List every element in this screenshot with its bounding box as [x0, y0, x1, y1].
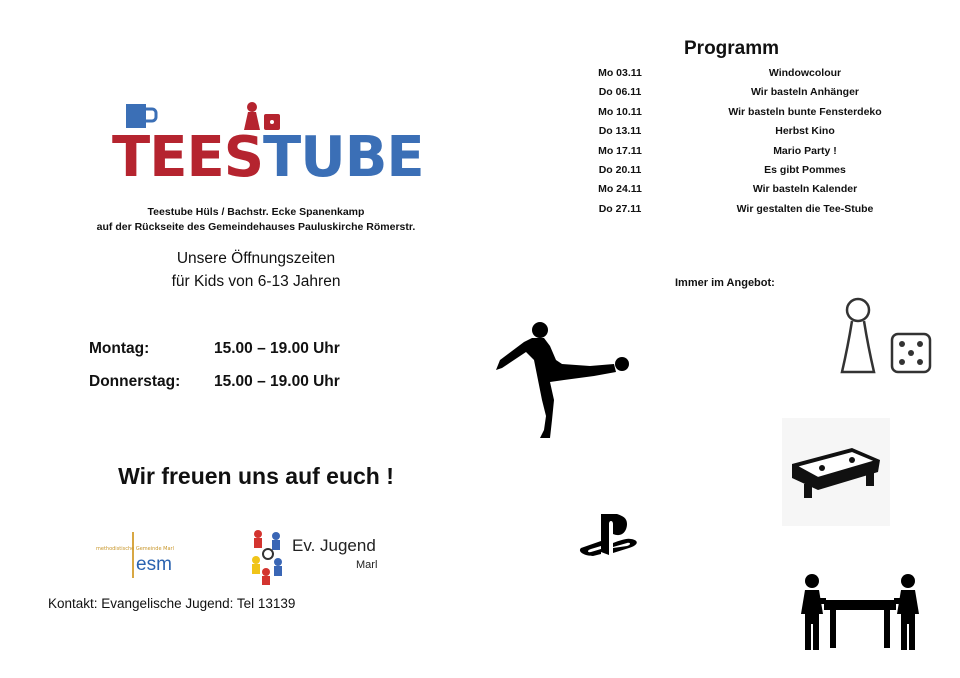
esm-logo	[96, 532, 196, 582]
ev-jugend-title: Ev. Jugend	[292, 536, 376, 555]
programm-event: Mario Party !	[773, 144, 837, 157]
welcome-text: Wir freuen uns auf euch !	[118, 463, 394, 489]
programm-row	[570, 106, 930, 125]
foosball-icon	[796, 572, 926, 652]
programm-row	[570, 183, 930, 202]
game-pawn-icon	[838, 296, 934, 378]
programm-event: Wir basteln Anhänger	[750, 86, 860, 99]
opening-age: für Kids von 6-13 Jahren	[171, 273, 341, 290]
programm-event: Wir gestalten die Tee-Stube	[736, 202, 874, 215]
ev-jugend-figures-icon	[248, 528, 288, 586]
playstation-icon	[579, 512, 641, 560]
dice-icon	[892, 334, 930, 372]
programm-date: Mo 10.11	[598, 105, 642, 118]
ev-jugend-logo	[248, 526, 398, 588]
programm-date: Mo 24.11	[598, 183, 642, 196]
logo-part-red: TEES	[112, 125, 264, 190]
programm-event: Wir basteln Kalender	[752, 183, 858, 196]
contact-text: Kontakt: Evangelische Jugend: Tel 13139	[48, 596, 296, 611]
programm-row	[570, 86, 930, 105]
logo-part-blue: TUBE	[263, 125, 424, 190]
programm-date: Do 06.11	[598, 86, 642, 99]
programm-event: Wir basteln bunte Fensterdeko	[728, 105, 882, 118]
opening-heading: Unsere Öffnungszeiten	[176, 250, 336, 267]
programm-date: Mo 17.11	[598, 144, 642, 157]
esm-small-text: methodistische Gemeinde Marl	[96, 546, 174, 552]
programm-title: Programm	[684, 38, 780, 59]
esm-text: esm	[136, 554, 172, 575]
programm-event: Es gibt Pommes	[764, 164, 846, 176]
immer-im-angebot-label: Immer im Angebot:	[675, 277, 775, 289]
programm-row	[570, 125, 930, 144]
programm-date: Do 27.11	[598, 202, 642, 215]
soccer-player-icon	[494, 320, 634, 442]
programm-event: Herbst Kino	[775, 125, 835, 138]
programm-row	[570, 203, 930, 222]
programm-event: Windowcolour	[768, 67, 842, 79]
air-hockey-icon	[782, 418, 890, 526]
monday-label: Montag:	[89, 340, 150, 357]
thursday-time: 15.00 – 19.00 Uhr	[214, 373, 340, 390]
air-hockey-tile	[782, 418, 890, 526]
programm-date: Do 13.11	[598, 125, 642, 138]
programm-row	[570, 145, 930, 164]
programm-date: Do 20.11	[598, 164, 642, 176]
monday-time: 15.00 – 19.00 Uhr	[214, 340, 340, 357]
programm-row	[570, 164, 930, 183]
programm-row	[570, 67, 930, 86]
address-line-1: Teestube Hüls / Bachstr. Ecke Spanenkamp	[147, 206, 365, 218]
programm-date: Mo 03.11	[598, 67, 642, 79]
teestube-logo	[112, 98, 424, 196]
ev-jugend-subtitle: Marl	[356, 559, 378, 571]
address-line-2: auf der Rückseite des Gemeindehauses Pauluskirche Römerstr.	[96, 221, 416, 233]
thursday-label: Donnerstag:	[89, 373, 181, 390]
